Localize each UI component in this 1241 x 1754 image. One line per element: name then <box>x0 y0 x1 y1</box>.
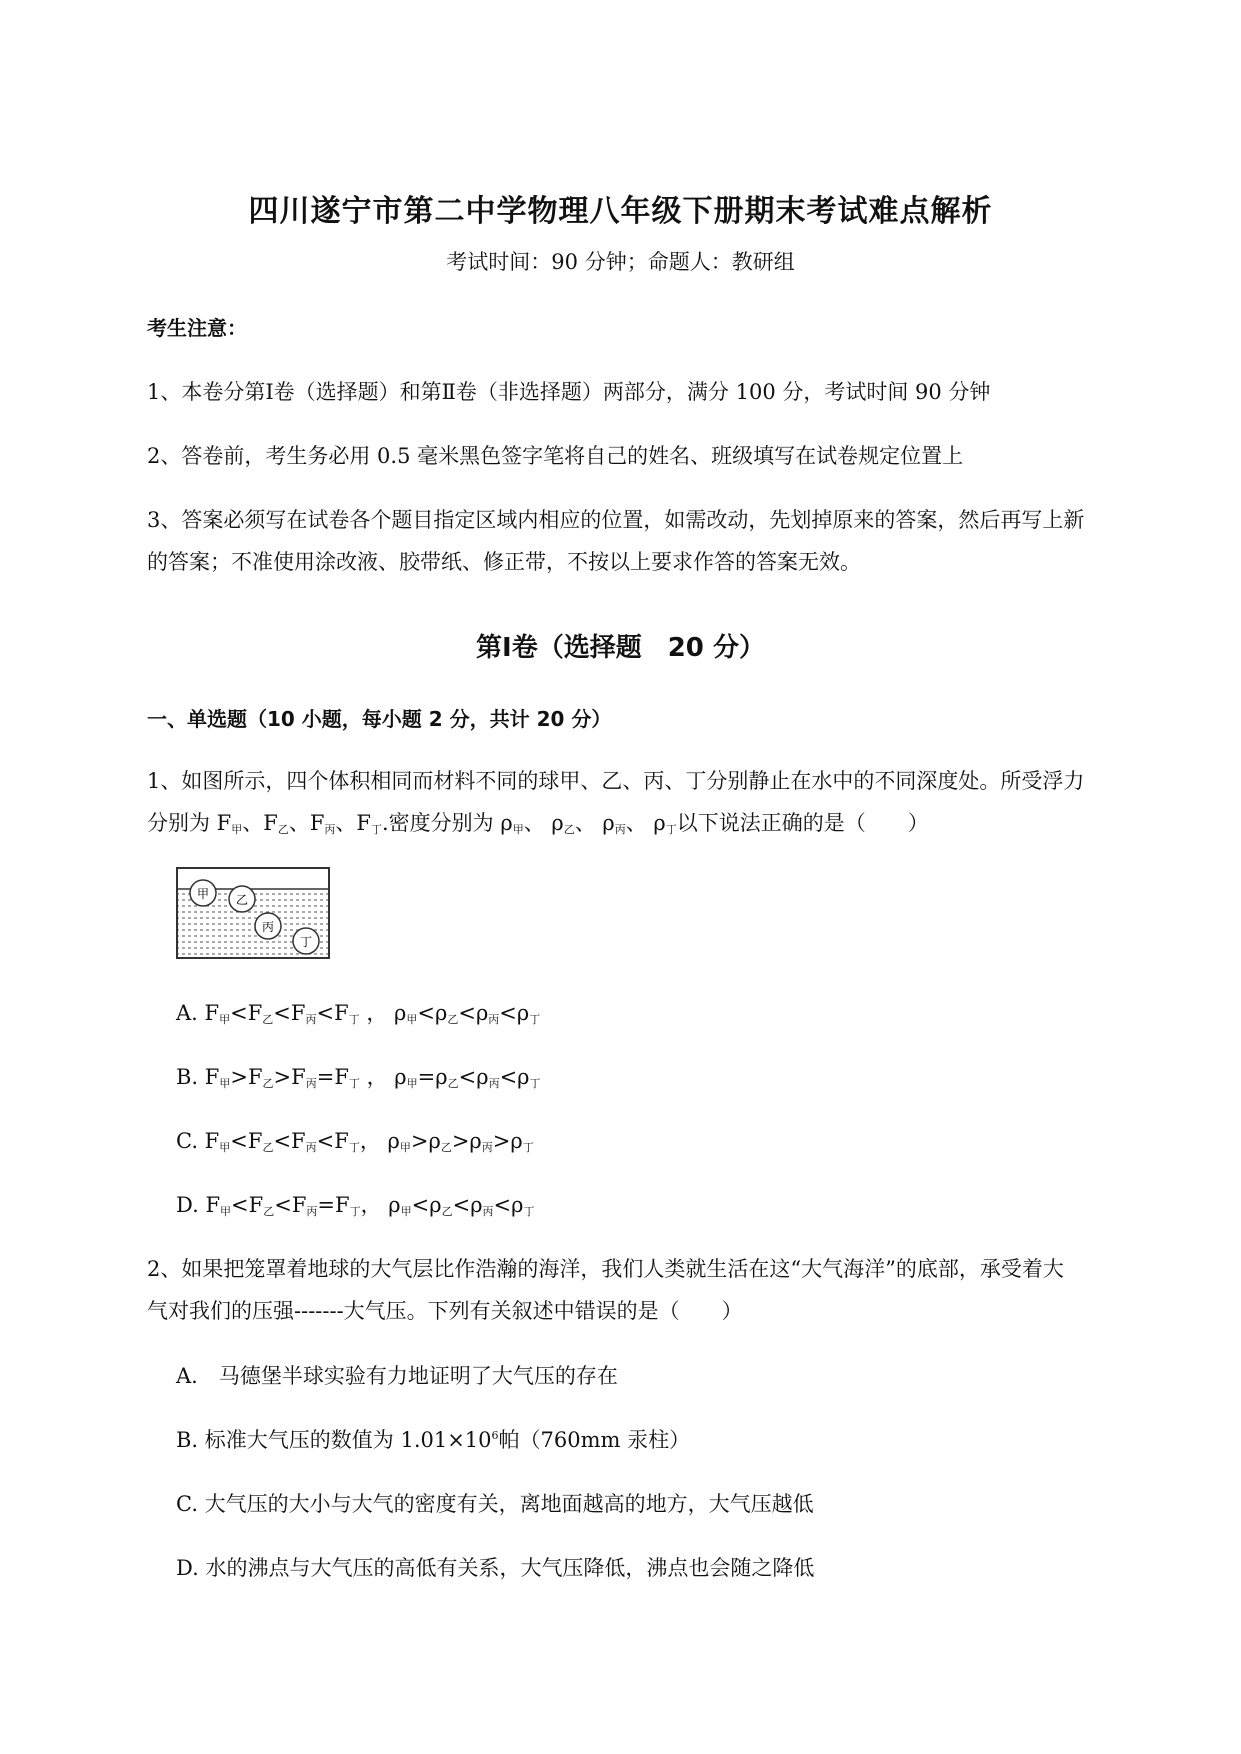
notice-item-1: 1、本卷分第Ⅰ卷（选择题）和第Ⅱ卷（非选择题）两部分，满分 100 分，考试时间 90 分钟 <box>147 380 991 404</box>
ball-bing-label: 丙 <box>261 920 275 934</box>
q1-figure-balls-in-water <box>176 867 331 960</box>
q2-option-c[interactable]: C. 大气压的大小与大气的密度有关，离地面越高的地方，大气压越低 <box>176 1492 814 1516</box>
q1-stem-line2: 分别为 $F_甲$、$F_乙$、$F_丙$、$F_丁$.密度分别为 $\rho_甲$、 $\rho_乙$、 $\rho_丙$、 $\rho_丁$以下说法正确的是（ ） <box>147 811 929 836</box>
question-type-heading: 一、单选题（10 小题，每小题 2 分，共计 20 分） <box>147 707 612 731</box>
section-title: 第Ⅰ卷（选择题 20 分） <box>476 633 765 663</box>
notice-item-3-cont: 的答案；不准使用涂改液、胶带纸、修正带，不按以上要求作答的答案无效。 <box>147 550 861 574</box>
ball-ding-label: 丁 <box>299 935 313 949</box>
q2-stem-line1: 2、如果把笼罩着地球的大气层比作浩瀚的海洋，我们人类就生活在这“大气海洋”的底部，承受着大 <box>147 1257 1064 1281</box>
q1-option-a[interactable]: A. $F_甲<F_乙<F_丙<F_丁$ ， $\rho_甲<\rho_乙<\rho_丙<\rho_丁$ <box>176 1001 541 1026</box>
notice-item-3: 3、答案必须写在试卷各个题目指定区域内相应的位置，如需改动，先划掉原来的答案，然后再写上新 <box>147 508 1085 532</box>
ball-yi-label: 乙 <box>235 893 249 907</box>
q1-option-c[interactable]: C. $F_甲<F_乙<F_丙<F_丁$， $\rho_甲>\rho_乙>\rho_丙>\rho_丁$ <box>176 1129 534 1154</box>
q2-option-a[interactable]: A. 马德堡半球实验有力地证明了大气压的存在 <box>176 1364 618 1388</box>
q2-stem-line2: 气对我们的压强-------大气压。下列有关叙述中错误的是（ ） <box>147 1299 743 1323</box>
notice-heading: 考生注意： <box>147 316 247 340</box>
q2-option-d[interactable]: D. 水的沸点与大气压的高低有关系，大气压降低，沸点也会随之降低 <box>176 1556 815 1580</box>
q1-stem-line1: 1、如图所示，四个体积相同而材料不同的球甲、乙、丙、丁分别静止在水中的不同深度处。所受浮力 <box>147 769 1085 793</box>
q1-option-d[interactable]: D. $F_甲<F_乙<F_丙=F_丁$， $\rho_甲<\rho_乙<\rho_丙<\rho_丁$ <box>176 1193 535 1218</box>
notice-item-2: 2、答卷前，考生务必用 0.5 毫米黑色签字笔将自己的姓名、班级填写在试卷规定位置上 <box>147 444 964 468</box>
page-title: 四川遂宁市第二中学物理八年级下册期末考试难点解析 <box>248 194 993 229</box>
ball-jia-label: 甲 <box>196 887 210 901</box>
q2-option-b[interactable]: B. 标准大气压的数值为 $1.01\times 10^6$帕（760mm 汞柱） <box>176 1428 691 1452</box>
q1-option-b[interactable]: B. $F_甲>F_乙>F_丙=F_丁$ ， $\rho_甲=\rho_乙<\rho_丙<\rho_丁$ <box>176 1065 541 1090</box>
exam-info: 考试时间：90 分钟；命题人：教研组 <box>446 250 795 274</box>
